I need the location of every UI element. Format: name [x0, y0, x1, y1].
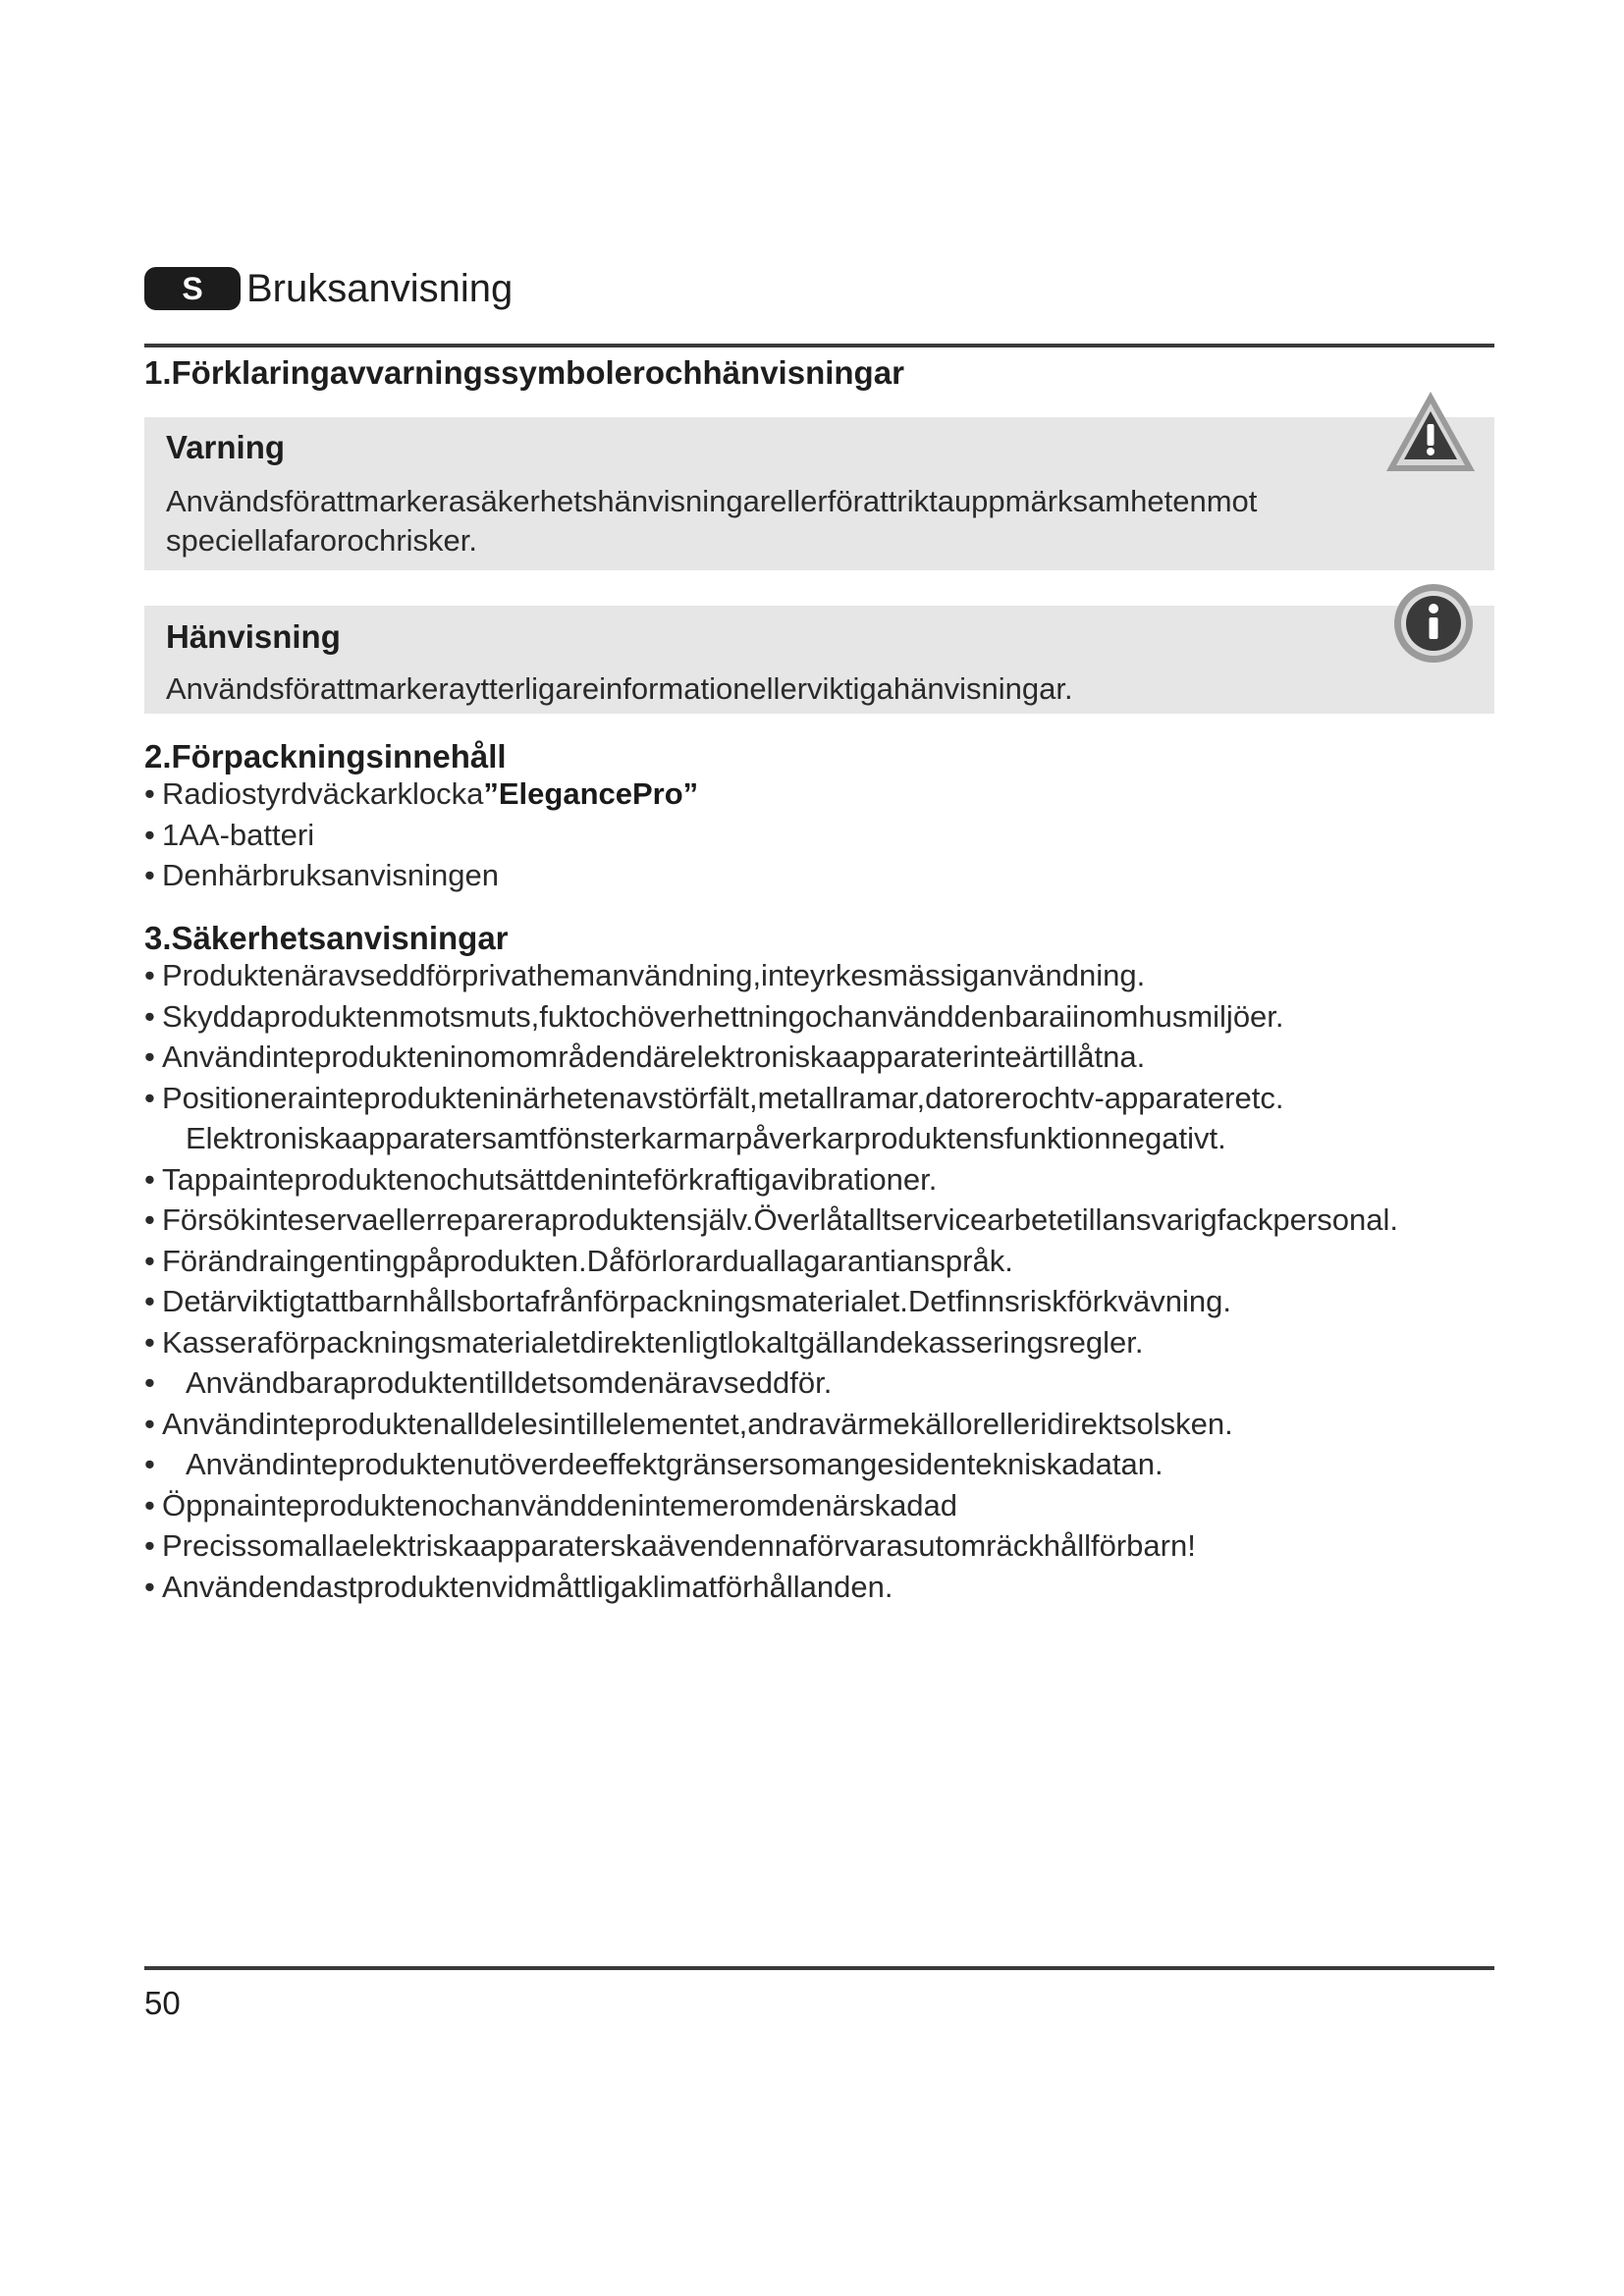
- list-item: • Försökinteservaellerrepareraproduktensjälv.Överlåtalltservicearbetetillansvarigfackpersonal.: [144, 1202, 1398, 1237]
- list-item: • Förändraingentingpåprodukten.Dåförlorarduallagarantianspråk.: [144, 1243, 1013, 1278]
- list-item: • Användendastproduktenvidmåttligaklimatförhållanden.: [144, 1569, 893, 1604]
- note-text: Användsförattmarkeraytterligareinformationellerviktigahänvisningar.: [166, 671, 1073, 706]
- warning-title: Varning: [166, 429, 286, 465]
- warning-text-line: speciellafarorochrisker.: [166, 523, 478, 558]
- document-header: [144, 267, 513, 310]
- list-item: • Tappainteproduktenochutsättdeninteförkraftigavibrationer.: [144, 1161, 938, 1197]
- language-badge: S: [144, 267, 241, 310]
- list-item: • Produktenäravseddförprivathemanvändning,inteyrkesmässiganvändning.: [144, 958, 1146, 992]
- list-item: • Radiostyrdväckarklocka”ElegancePro”: [144, 776, 699, 811]
- section-2-title: 2.Förpackningsinnehåll: [144, 738, 507, 774]
- warning-triangle-icon: [1384, 390, 1477, 474]
- list-item: • Öppnainteproduktenochanvänddenintemeromdenärskadad: [144, 1487, 958, 1522]
- list-item: • Användbaraproduktentilldetsomdenäravseddför.: [144, 1365, 833, 1400]
- section-3-title: 3.Säkerhetsanvisningar: [144, 920, 509, 956]
- warning-box: [144, 417, 1494, 570]
- list-item: • Positionerainteprodukteninärhetenavstörfält,metallramar,datorerochtv-apparateretc. Elektroniskaapparatersamtfönsterkarmarpåverkarproduktensfunktionnegativt.: [144, 1078, 1519, 1159]
- list-item: • Användinteproduktenalldelesintillelementet,andravärmekällorelleridirektsolsken.: [144, 1406, 1233, 1441]
- list-item-continuation: Elektroniskaapparatersamtfönsterkarmarpåverkarproduktensfunktionnegativt.: [186, 1121, 1226, 1155]
- header-divider: [144, 344, 1494, 347]
- package-contents-list: [144, 774, 1519, 896]
- list-item: • 1AA-batteri: [144, 817, 315, 852]
- document-title: Bruksanvisning: [246, 267, 514, 310]
- page-number: 50: [144, 1985, 181, 2021]
- note-title: Hänvisning: [166, 618, 341, 655]
- list-item: • Precissomallaelektriskaapparaterskaävendennaförvarasutomräckhållförbarn!: [144, 1528, 1196, 1563]
- footer-divider: [144, 1966, 1494, 1970]
- list-item: • Skyddaproduktenmotsmuts,fuktochöverhettningochanvänddenbaraiinomhusmiljöer.: [144, 998, 1284, 1034]
- list-item: • Användinteproduktenutöverdeeffektgränsersomangesidentekniskadatan.: [144, 1447, 1164, 1481]
- list-item: • Detärviktigtattbarnhållsbortafrånförpackningsmaterialet.Detfinnsriskförkvävning.: [144, 1284, 1231, 1318]
- section-1-title: 1.Förklaringavvarningssymbolerochhänvisningar: [144, 354, 904, 391]
- safety-instructions-list: [144, 955, 1519, 1607]
- list-item: • Användinteprodukteninomområdendärelektroniskaapparaterinteärtillåtna.: [144, 1040, 1146, 1074]
- info-circle-icon: [1392, 582, 1475, 665]
- list-item: • Kasseraförpackningsmaterialetdirektenligtlokaltgällandekasseringsregler.: [144, 1324, 1144, 1360]
- warning-text: [166, 482, 1374, 561]
- warning-text-line: Användsförattmarkerasäkerhetshänvisningarellerförattriktauppmärksamhetenmot: [166, 484, 1258, 518]
- note-box: [144, 606, 1494, 714]
- list-item: • Denhärbruksanvisningen: [144, 858, 499, 892]
